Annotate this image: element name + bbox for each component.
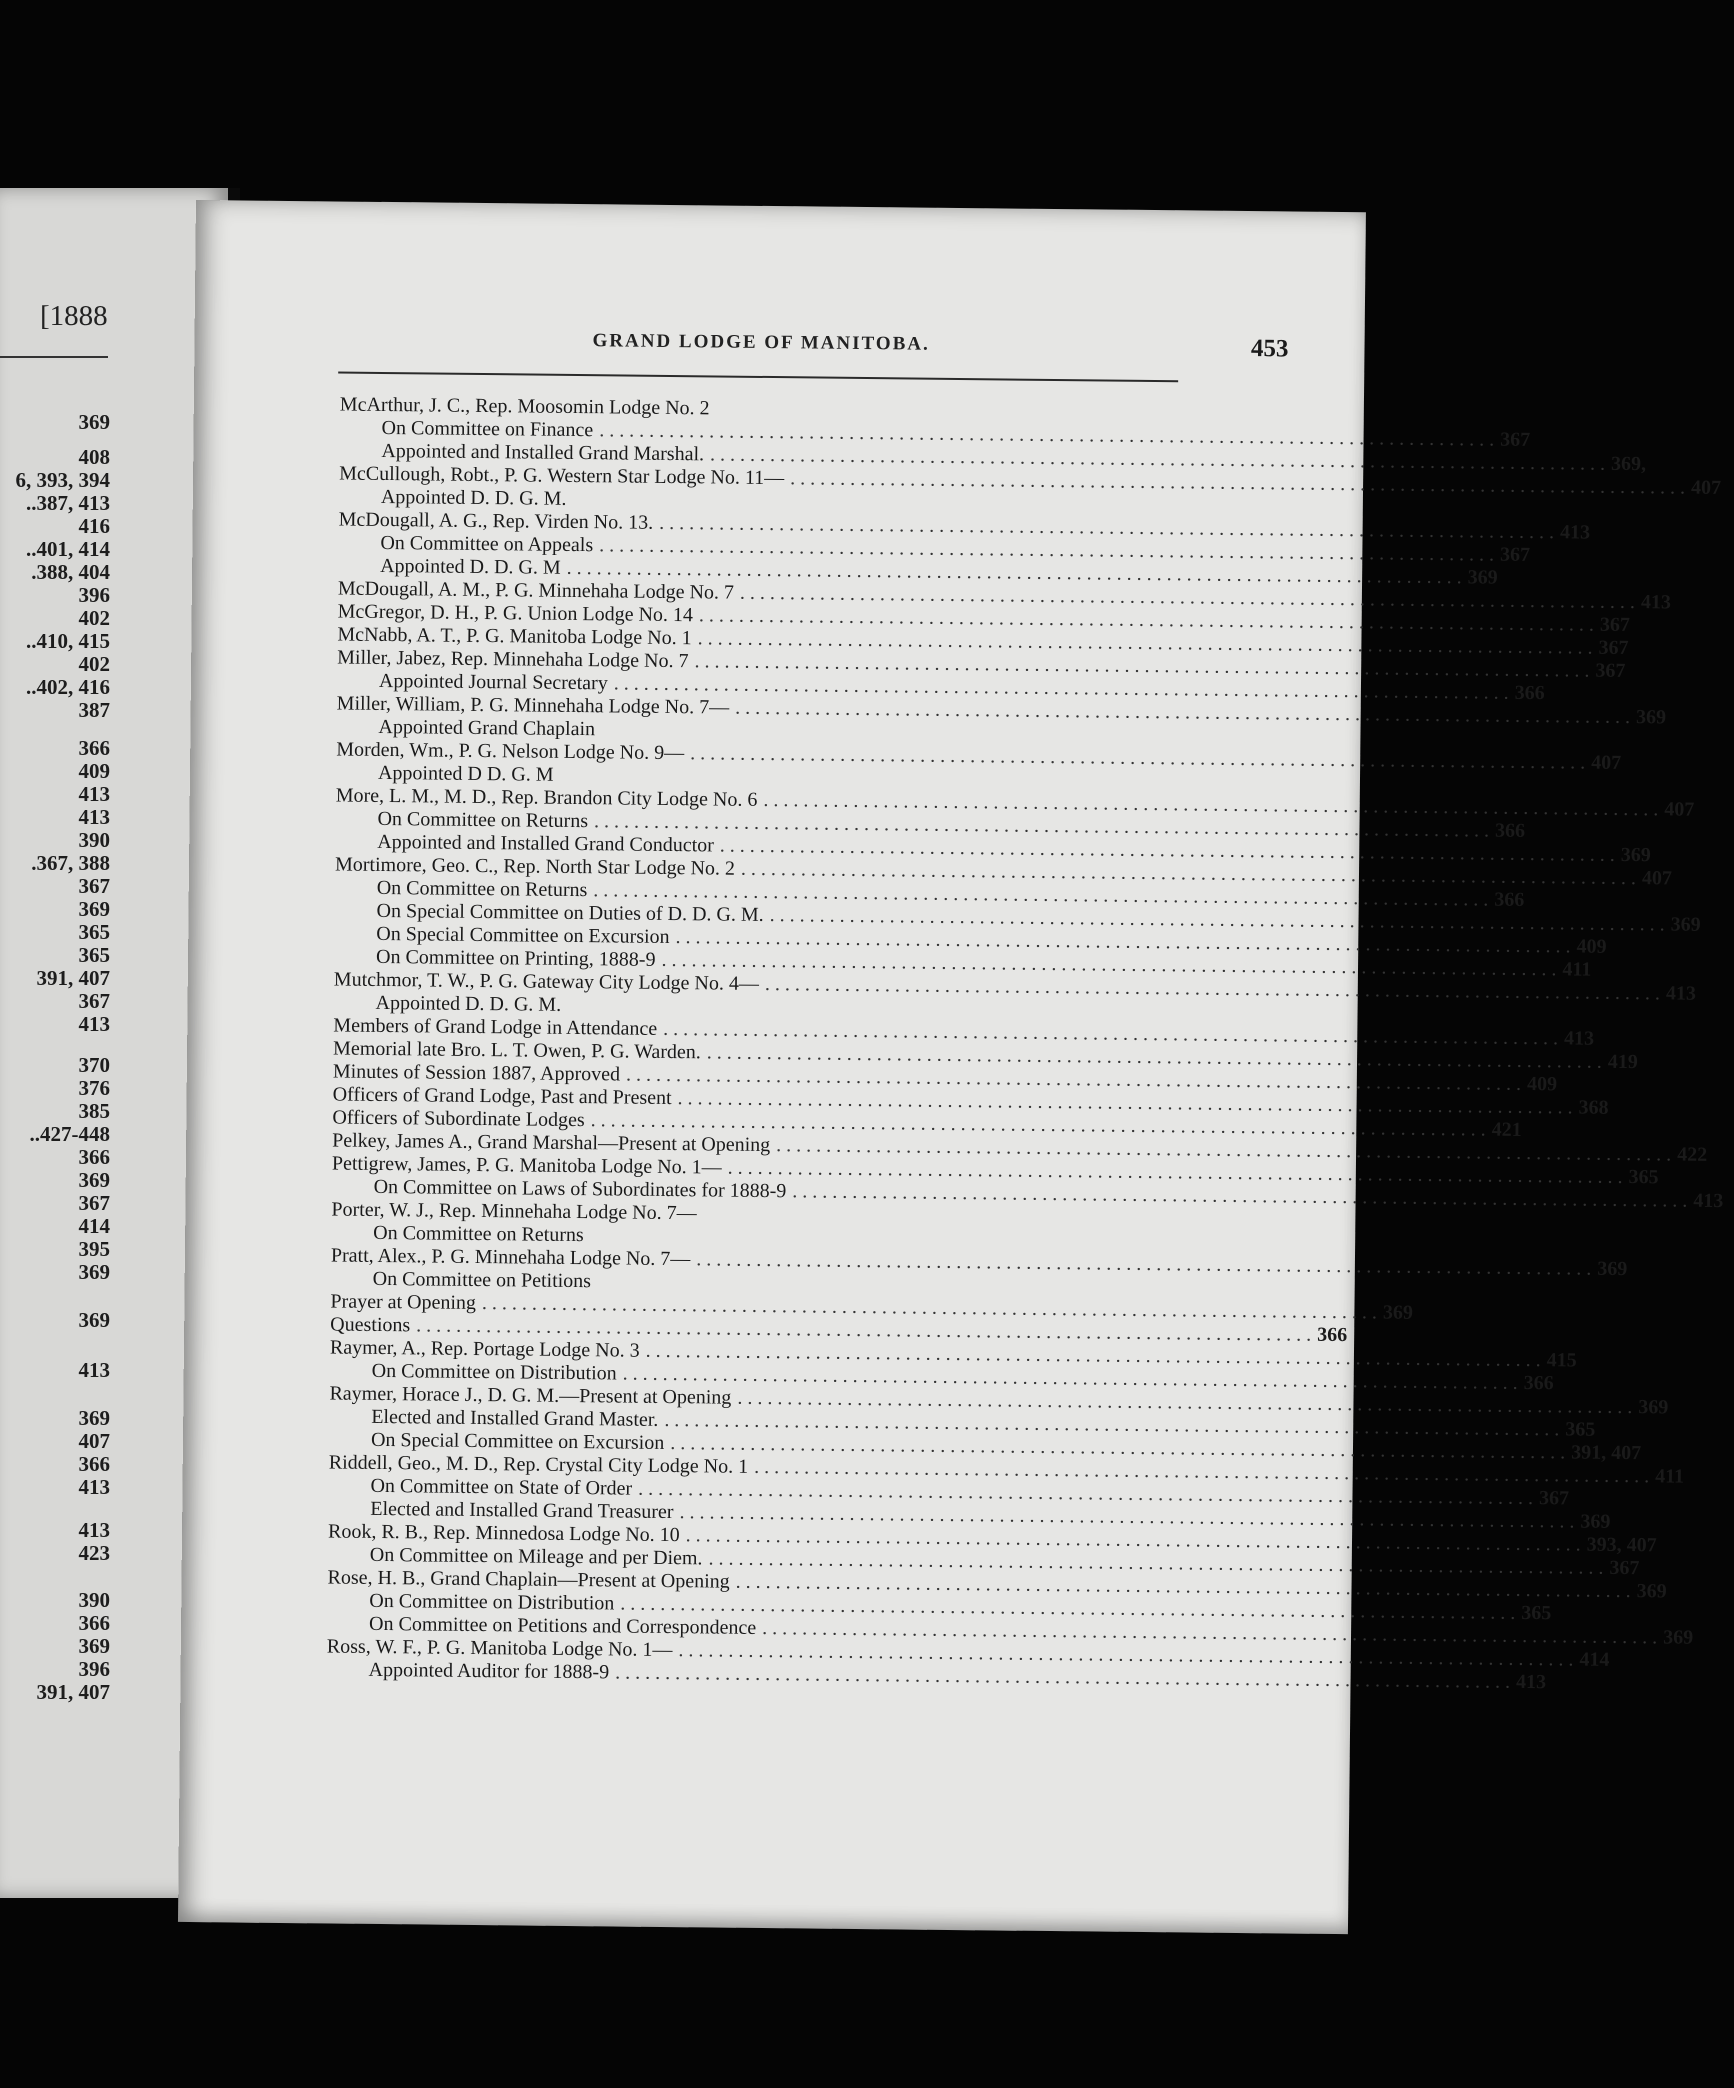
entry-text: On Committee on Laws of Subordinates for 1888-9	[373, 1175, 787, 1203]
facing-page-ref: 395	[78, 1237, 110, 1261]
entry-page-ref: 369	[1670, 913, 1701, 936]
entry-page-ref: 413	[1563, 1027, 1595, 1050]
dot-leader	[559, 781, 1159, 787]
dot-leader	[703, 1219, 1156, 1224]
facing-page-ref: 370	[78, 1053, 110, 1077]
entry-text: Memorial late Bro. L. T. Owen, P. G. Warden.	[333, 1037, 701, 1064]
facing-page-ref: 366	[78, 1452, 110, 1476]
entry-text: Appointed D. D. G. M.	[375, 991, 562, 1016]
entry-text: Miller, William, P. G. Minnehaha Lodge No. 7—	[336, 692, 730, 719]
entry-page-ref: 366	[1523, 1371, 1554, 1395]
facing-page-ref: 390	[78, 828, 110, 852]
facing-page-ref: ..402, 416	[26, 675, 110, 699]
entry-text: McNabb, A. T., P. G. Manitoba Lodge No. 1	[337, 623, 692, 650]
facing-page-ref: 396	[78, 1657, 110, 1681]
entry-page-ref: 414	[1579, 1648, 1610, 1671]
entry-text: Riddell, Geo., M. D., Rep. Crystal City Lodge No. 1	[328, 1451, 749, 1478]
facing-page-ref: 376	[78, 1076, 110, 1100]
entry-text: Rose, H. B., Grand Chaplain—Present at Opening	[327, 1566, 730, 1593]
dot-leader	[572, 505, 1162, 511]
facing-page-ref: 396	[78, 583, 110, 607]
entry-page-ref: 369	[1597, 1257, 1628, 1281]
entry-text: Porter, W. J., Rep. Minnehaha Lodge No. 7—	[331, 1198, 697, 1225]
facing-page-ref: 365	[78, 943, 110, 967]
dot-leader	[597, 1287, 1155, 1293]
entry-text: Elected and Installed Grand Treasurer	[370, 1497, 674, 1524]
entry-text: On Special Committee on Excursion	[376, 922, 670, 948]
entry-page-ref: 369,	[1610, 452, 1647, 476]
facing-page-ref: 366	[78, 1611, 110, 1635]
entry-page-ref: 411	[1562, 958, 1592, 981]
facing-page-ref: ..427-448	[29, 1122, 110, 1146]
entry-page-ref: 409	[1576, 935, 1607, 958]
entry-text: On Committee on Finance	[381, 416, 594, 442]
dot-leader	[590, 1241, 1155, 1247]
entry-page-ref: 366	[1494, 819, 1526, 842]
entry-page-ref: 407	[1691, 476, 1722, 499]
entry-page-ref: 369	[1635, 706, 1667, 729]
entry-page-ref: 369	[1636, 1580, 1667, 1603]
facing-page-ref: ..401, 414	[26, 537, 110, 561]
running-head: GRAND LODGE OF MANITOBA.	[592, 330, 930, 355]
entry-page-ref: 369	[1382, 1301, 1414, 1324]
facing-page-ref: 409	[78, 759, 110, 783]
entry-text: Appointed D. D. G. M	[380, 554, 561, 579]
entry-text: Appointed Auditor for 1888-9	[368, 1658, 610, 1684]
entry-text: Members of Grand Lodge in Attendance	[333, 1014, 658, 1040]
dot-leader	[567, 1011, 1157, 1017]
index-page	[178, 200, 1724, 1934]
facing-page-ref: 390	[78, 1588, 110, 1612]
entry-page-ref: 367	[1599, 613, 1631, 637]
entry-text: Raymer, A., Rep. Portage Lodge No. 3	[329, 1336, 640, 1362]
entry-text: McDougall, A. G., Rep. Virden No. 13.	[338, 508, 654, 534]
facing-page-header-rule	[0, 356, 108, 358]
entry-page-ref: 415	[1546, 1349, 1577, 1372]
entry-text: Mortimore, Geo. C., Rep. North Star Lodge No. 2	[334, 853, 736, 880]
entry-page-ref: 409	[1526, 1072, 1558, 1096]
index-entries	[326, 393, 1724, 1694]
entry-text: Appointed and Installed Grand Marshal.	[381, 439, 705, 466]
facing-page-ref: 413	[78, 805, 110, 829]
facing-page-ref: 416	[78, 514, 110, 538]
entry-page-ref: 365	[1628, 1166, 1659, 1189]
entry-text: On Special Committee on Excursion	[370, 1428, 665, 1454]
entry-text: Minutes of Session 1887, Approved	[332, 1060, 621, 1086]
entry-text: On Committee on Printing, 1888-9	[375, 945, 656, 971]
entry-text: Pratt, Alex., P. G. Minnehaha Lodge No. 7—	[330, 1244, 691, 1271]
entry-page-ref: 407	[1664, 798, 1695, 821]
entry-page-ref: 413	[1559, 521, 1591, 544]
facing-page-ref: 385	[78, 1099, 110, 1123]
entry-text: On Committee on Returns	[376, 876, 588, 902]
entry-text: Appointed Journal Secretary	[378, 669, 608, 695]
entry-page-ref: 368	[1578, 1096, 1609, 1119]
entry-text: Appointed Grand Chaplain	[378, 715, 596, 741]
facing-page-ref: 369	[78, 1308, 110, 1332]
facing-page-ref: 414	[78, 1214, 110, 1238]
entry-text: On Committee on Petitions and Correspondence	[368, 1612, 757, 1639]
entry-page-ref: 367	[1500, 543, 1531, 566]
entry-page-ref: 407	[1591, 751, 1622, 774]
entry-text: Prayer at Opening	[330, 1290, 477, 1314]
entry-page-ref: 367	[1500, 428, 1531, 451]
entry-page-ref: 369	[1638, 1396, 1669, 1419]
entry-text: On Committee on Petitions	[372, 1267, 592, 1293]
facing-page-ref: 413	[78, 782, 110, 806]
facing-page-ref: 408	[78, 445, 110, 469]
facing-page-ref: 413	[78, 1358, 110, 1382]
entry-text: On Committee on Returns	[373, 1221, 584, 1247]
facing-page-ref: 367	[78, 874, 110, 898]
entry-page-ref: 367	[1598, 636, 1629, 660]
entry-page-ref: 366	[1494, 888, 1525, 911]
entry-page-ref: 391, 407	[1571, 1441, 1642, 1465]
facing-page-ref: 413	[78, 1518, 110, 1542]
entry-page-ref: 367	[1609, 1556, 1640, 1580]
entry-text: Pettigrew, James, P. G. Manitoba Lodge No. 1—	[331, 1152, 722, 1179]
entry-page-ref: 369	[1467, 566, 1498, 589]
entry-page-ref: 413	[1515, 1670, 1547, 1694]
entry-text: Rook, R. B., Rep. Minnedosa Lodge No. 10	[327, 1520, 680, 1547]
facing-page-ref: 367	[78, 1191, 110, 1215]
entry-text: McGregor, D. H., P. G. Union Lodge No. 14	[337, 600, 694, 627]
facing-page-ref: 402	[78, 652, 110, 676]
entry-text: On Special Committee on Duties of D. D. G. M.	[376, 899, 764, 926]
entry-page-ref: 411	[1655, 1465, 1685, 1488]
facing-page-ref: 369	[78, 1168, 110, 1192]
entry-text: McDougall, A. M., P. G. Minnehaha Lodge No. 7	[337, 577, 735, 604]
entry-page-ref: 365	[1521, 1601, 1552, 1625]
entry-page-ref: 413	[1665, 982, 1696, 1005]
facing-page-ref: 369	[78, 410, 110, 434]
entry-page-ref: 366	[1317, 1323, 1348, 1347]
facing-page-ref: 367	[78, 989, 110, 1013]
entry-text: Appointed and Installed Grand Conductor	[377, 830, 714, 857]
entry-text: Mutchmor, T. W., P. G. Gateway City Lodge No. 4—	[333, 968, 760, 995]
entry-text: Ross, W. F., P. G. Manitoba Lodge No. 1—	[326, 1635, 673, 1662]
entry-text: Officers of Subordinate Lodges	[332, 1106, 585, 1132]
entry-page-ref: 393, 407	[1586, 1533, 1657, 1557]
facing-page-ref: 413	[78, 1012, 110, 1036]
entry-page-ref: 422	[1677, 1143, 1708, 1166]
entry-page-ref: 369	[1580, 1510, 1611, 1533]
entry-page-ref: 366	[1514, 681, 1545, 705]
entry-text: On Committee on Returns	[377, 807, 589, 833]
entry-page-ref: 413	[1640, 591, 1672, 614]
facing-page-ref: 6, 393, 394	[15, 468, 110, 492]
entry-text: Appointed D. D. G. M.	[380, 485, 567, 510]
entry-text: Appointed D D. G. M	[377, 761, 554, 786]
facing-page-ref: 391, 407	[36, 966, 110, 990]
entry-text: Officers of Grand Lodge, Past and Present	[332, 1083, 672, 1110]
entry-text: McArthur, J. C., Rep. Moosomin Lodge No. 2	[339, 393, 710, 420]
entry-text: McCullough, Robt., P. G. Western Star Lodge No. 11—	[339, 462, 785, 490]
facing-page-ref: 407	[78, 1429, 110, 1453]
entry-page-ref: 419	[1607, 1050, 1638, 1074]
entry-page-ref: 421	[1491, 1118, 1522, 1141]
facing-page-ref: 413	[78, 1475, 110, 1499]
entry-text: Raymer, Horace J., D. G. M.—Present at Opening	[329, 1382, 732, 1409]
entry-text: Questions	[330, 1313, 411, 1337]
entry-text: Morden, Wm., P. G. Nelson Lodge No. 9—	[336, 738, 685, 765]
facing-page-ref: ..410, 415	[26, 629, 110, 653]
entry-text: On Committee on Mileage and per Diem.	[369, 1543, 703, 1570]
entry-text: On Committee on Distribution	[371, 1359, 617, 1385]
entry-text: Miller, Jabez, Rep. Minnehaha Lodge No. 7	[337, 646, 689, 673]
facing-page-ref: 369	[78, 897, 110, 921]
facing-page-ref: 369	[78, 1260, 110, 1284]
entry-page-ref: 369	[1663, 1626, 1694, 1649]
dot-leader	[601, 735, 1160, 741]
entry-page-ref: 407	[1641, 867, 1673, 890]
page-number: 453	[1250, 335, 1289, 363]
entry-page-ref: 413	[1693, 1189, 1724, 1213]
facing-page-ref: 423	[78, 1541, 110, 1565]
facing-page-year: [1888	[40, 300, 108, 332]
facing-page-ref: 387	[78, 698, 110, 722]
facing-page-ref: 369	[78, 1634, 110, 1658]
entry-text: More, L. M., M. D., Rep. Brandon City Lodge No. 6	[335, 784, 758, 811]
header-rule	[338, 371, 1178, 382]
entry-page-ref: 369	[1620, 843, 1651, 867]
facing-page-ref: 366	[78, 736, 110, 760]
entry-text: On Committee on State of Order	[370, 1474, 633, 1500]
facing-page-ref: 365	[78, 920, 110, 944]
entry-page-ref: 367	[1595, 659, 1626, 682]
entry-text: Elected and Installed Grand Master.	[371, 1405, 659, 1431]
entry-page-ref: 365	[1565, 1418, 1596, 1441]
facing-page-ref: ..387, 413	[26, 491, 110, 515]
entry-text: On Committee on Distribution	[369, 1589, 615, 1615]
facing-page-ref: .388, 404	[31, 560, 110, 584]
facing-page-ref: 391, 407	[36, 1680, 110, 1704]
entry-page-ref: 367	[1538, 1487, 1570, 1510]
entry-text: Pelkey, James A., Grand Marshal—Present at Opening	[332, 1129, 771, 1157]
facing-page-ref: 402	[78, 606, 110, 630]
entry-text: On Committee on Appeals	[380, 531, 594, 557]
dot-leader	[716, 414, 1164, 419]
facing-page-ref: 366	[78, 1145, 110, 1169]
facing-page-ref: 369	[78, 1406, 110, 1430]
facing-page-ref: .367, 388	[31, 851, 110, 875]
